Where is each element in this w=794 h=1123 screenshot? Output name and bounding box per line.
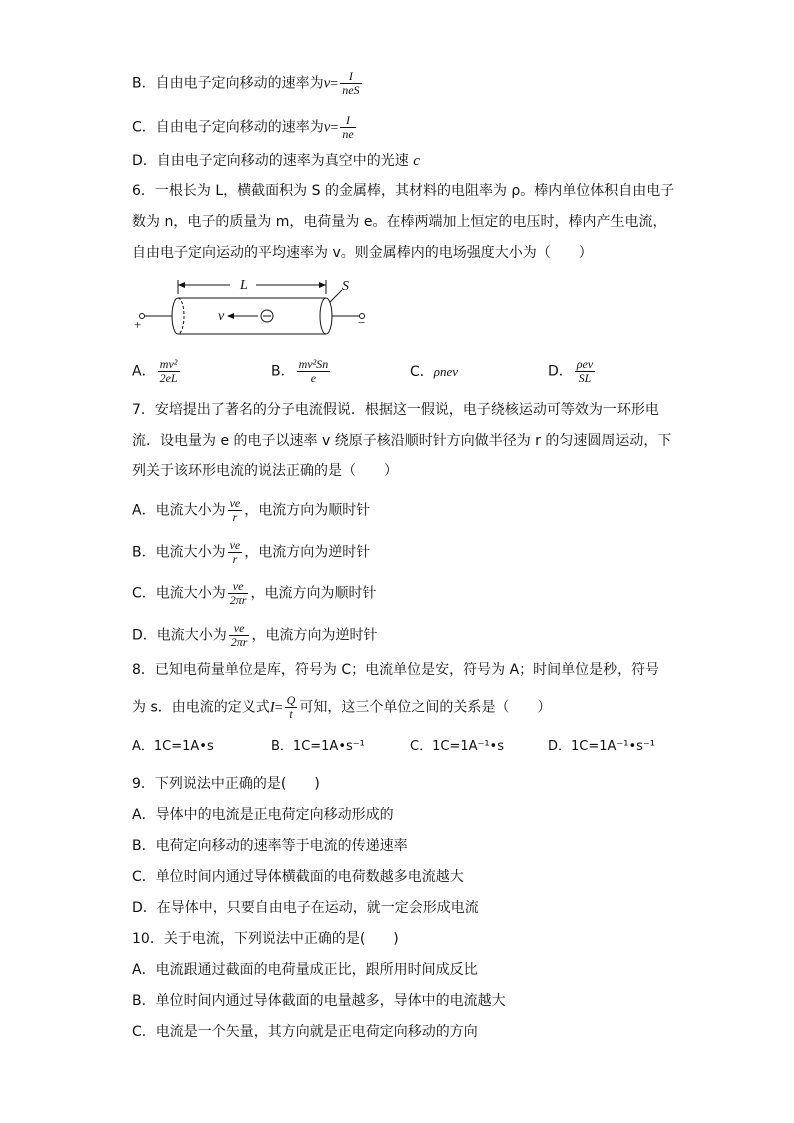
q7-stem-line2: 流．设电量为 e 的电子以速率 v 绕原子核沿顺时针方向做半径为 r 的匀速圆周运动，下	[132, 433, 672, 449]
q9-option-a: A．导体中的电流是正电荷定向移动形成的	[132, 807, 394, 823]
plus-terminal: +	[134, 317, 142, 332]
q8-option-c: C．1C=1A⁻¹•s	[410, 739, 504, 754]
q9-stem: 9．下列说法中正确的是( )	[132, 776, 320, 792]
q6-stem-line1: 6．一根长为 L，横截面积为 S 的金属棒，其材料的电阻率为 ρ。棒内单位体积自由电子	[132, 183, 675, 199]
q9-option-c: C．单位时间内通过导体横截面的电荷数越多电流越大	[132, 869, 464, 885]
q7-stem-line1: 7．安培提出了著名的分子电流假说．根据这一假说，电子绕核运动可等效为一环形电	[132, 402, 659, 418]
q10-option-c: C．电流是一个矢量，其方向就是正电荷定向移动的方向	[132, 1024, 478, 1040]
q8-stem-line1: 8．已知电荷量单位是库，符号为 C；电流单位是安，符号为 A；时间单位是秒，符号	[132, 662, 660, 678]
q8-option-a: A．1C=1A•s	[132, 739, 214, 754]
q5-option-c: C．自由电子定向移动的速率为v= $\frac{I}{ne}$	[132, 113, 354, 141]
q7-option-c: C．电流大小为 $\frac{ve}{2\pi r}$ ，电流方向为顺时针	[132, 579, 377, 607]
label-v: v	[218, 309, 225, 324]
metal-rod-figure	[130, 272, 380, 342]
q7-option-b: B．电流大小为 $\frac{ve}{r}$ ，电流方向为逆时针	[132, 538, 371, 566]
label-S: S	[342, 279, 349, 294]
q6-option-d: D． $\frac{\text{ρev}}{SL}$	[548, 357, 594, 385]
label-L: L	[240, 278, 248, 293]
q8-stem-line2: 为 s．由电流的定义式I= $\frac{Q}{t}$ 可知，这三个单位之间的关系是（ ）	[132, 693, 552, 721]
minus-terminal: −	[358, 315, 366, 330]
q10-option-a: A．电流跟通过截面的电荷量成正比，跟所用时间成反比	[132, 962, 478, 978]
fraction: $\frac{I}{ne}$	[342, 113, 354, 141]
q6-stem-line3: 自由电子定向运动的平均速率为 v。则金属棒内的电场强度大小为（ ）	[132, 245, 593, 261]
q5-option-b: B．自由电子定向移动的速率为v= $\frac{I}{\text{neS}}$	[132, 69, 360, 97]
q6-option-c: C．ρnev	[410, 364, 459, 380]
q8-option-d: D．1C=1A⁻¹•s⁻¹	[548, 739, 656, 754]
q5-option-d: D．自由电子定向移动的速率为真空中的光速 c	[132, 153, 420, 169]
q6-stem-line2: 数为 n，电子的质量为 m，电荷量为 e。在棒两端加上恒定的电压时，棒内产生电流，	[132, 214, 667, 230]
q9-option-b: B．电荷定向移动的速率等于电流的传递速率	[132, 838, 408, 854]
q6-option-a: A． $\frac{\text{mv²}}{2eL}$	[132, 357, 178, 385]
q7-option-a: A．电流大小为 $\frac{ve}{r}$ ，电流方向为顺时针	[132, 496, 371, 524]
q7-option-d: D．电流大小为 $\frac{ve}{2\pi r}$ ，电流方向为逆时针	[132, 621, 378, 649]
q7-stem-line3: 列关于该环形电流的说法正确的是（ ）	[132, 463, 398, 479]
q9-option-d: D．在导体中，只要自由电子在运动，就一定会形成电流	[132, 900, 479, 916]
q10-stem: 10．关于电流，下列说法中正确的是( )	[132, 931, 399, 947]
fraction: $\frac{I}{\text{neS}}$	[342, 69, 360, 97]
q6-option-b: B． $\frac{\text{mv²Sn}}{e}$	[271, 357, 329, 385]
q10-option-b: B．单位时间内通过导体截面的电量越多，导体中的电流越大	[132, 993, 506, 1009]
q8-option-b: B．1C=1A•s⁻¹	[271, 739, 365, 754]
